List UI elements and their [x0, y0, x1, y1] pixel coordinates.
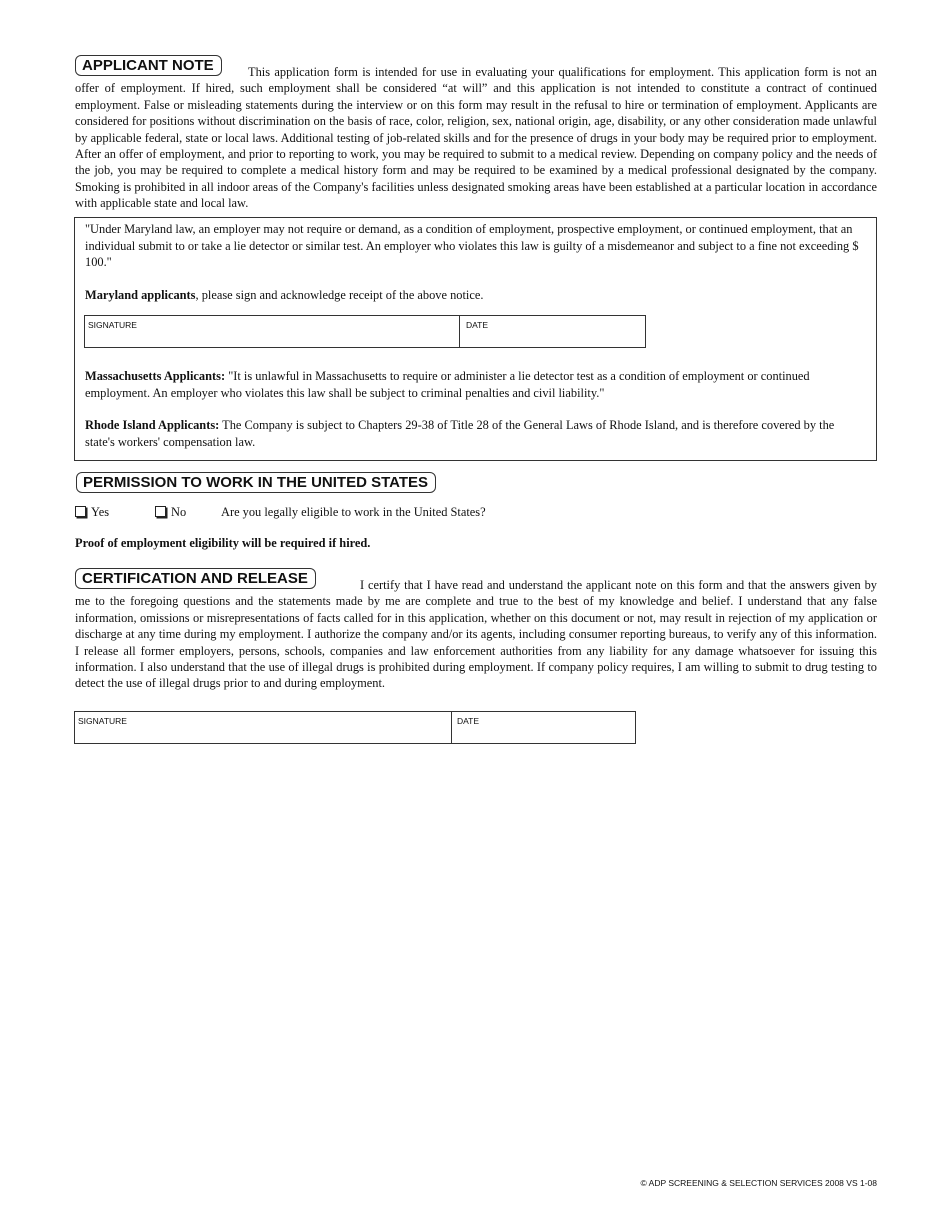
certification-date-field[interactable] — [451, 712, 635, 743]
certification-signature-label: SIGNATURE — [78, 716, 127, 726]
proof-eligibility-note: Proof of employment eligibility will be required if hired. — [75, 536, 371, 550]
rhode-island-bold: Rhode Island Applicants: — [85, 418, 220, 432]
state-notices-box — [74, 217, 877, 461]
rhode-island-text: The Company is subject to Chapters 29-38 of Title 28 of the General Laws of Rhode Island, and is therefore covered by the state's workers' compensation law. — [85, 418, 835, 449]
maryland-signature-box — [84, 315, 646, 348]
no-option[interactable] — [155, 504, 186, 520]
maryland-ack-text: , please sign and acknowledge receipt of the above notice. — [195, 288, 484, 302]
applicant-note-heading: APPLICANT NOTE — [75, 55, 222, 76]
massachusetts-bold: Massachusetts Applicants: — [85, 369, 226, 383]
certification-signature-field[interactable] — [75, 712, 451, 743]
massachusetts-notice — [85, 368, 867, 401]
rhode-island-notice — [85, 417, 867, 450]
maryland-notice: "Under Maryland law, an employer may not require or demand, as a condition of employment, prospective employment, or continued employment, that an individual submit to or take a lie detector or similar test. An employer who violates this law is guilty of a misdemeanor and subject to a fine not exceeding $ 100." — [85, 222, 859, 270]
maryland-date-field[interactable] — [459, 316, 645, 347]
no-checkbox[interactable] — [155, 506, 166, 517]
certification-heading: CERTIFICATION AND RELEASE — [75, 568, 316, 589]
maryland-ack-bold: Maryland applicants — [85, 288, 196, 302]
applicant-note-text: This application form is intended for use in evaluating your qualifications for employment. This application form is not an offer of employment. If hired, such employment shall be considered “at will” and this application is not intended to constitute a contract of continued employment. False or misleading statements during the interview or on this form may result in the refusal to hire or termination of employment. Applicants are considered for positions without discrimination on the basis of race, color, religion, sex, national origin, age, disability, or any other consideration made unlawful by applicable federal, state or local laws. Additional testing of job-related skills and for the presence of drugs in your body may be required prior to employment. After an offer of employment, and prior to reporting to work, you may be required to submit to a medical review. Depending on company policy and the needs of the job, you may be required to complete a medical history form and may be required to be examined by a medical professional designated by the company. Smoking is prohibited in all indoor areas of the Company's facilities unless designated smoking areas have been established at a particular location in accordance with applicable state and local law. — [75, 65, 877, 211]
certification-text: I certify that I have read and understand the applicant note on this form and that the answers given by me to the foregoing questions and the statements made by me are complete and true to the best of my knowledge and belief. I understand that any false information, omissions or misrepresentations of facts called for in this application, whether on this document or not, may result in rejection of my application or discharge at any time during my employment. I authorize the company and/or its agents, including consumer reporting bureaus, to verify any of this information. I release all former employers, persons, schools, companies and law enforcement authorities from any liability for any damage whatsoever for issuing this information. I also understand that the use of illegal drugs is prohibited during employment. If company policy requires, I am willing to submit to drug testing to detect the use of illegal drugs prior to and during employment. — [75, 578, 877, 691]
massachusetts-text: "It is unlawful in Massachusetts to require or administer a lie detector test as a condition of employment or continued employment. An employer who violates this law shall be subject to criminal penalties and civil liability." — [85, 369, 810, 400]
maryland-acknowledgement — [85, 287, 867, 304]
copyright-footer: © ADP SCREENING & SELECTION SERVICES 2008 VS 1-08 — [640, 1178, 877, 1188]
certification-signature-box — [74, 711, 636, 744]
maryland-signature-field[interactable] — [85, 316, 459, 347]
certification-date-label: DATE — [457, 716, 480, 726]
yes-label: Yes — [91, 505, 110, 519]
yes-option[interactable] — [75, 504, 109, 520]
yes-checkbox[interactable] — [75, 506, 86, 517]
permission-heading: PERMISSION TO WORK IN THE UNITED STATES — [76, 472, 436, 493]
no-label: No — [171, 505, 187, 519]
eligibility-question: Are you legally eligible to work in the United States? — [221, 505, 486, 519]
maryland-signature-label: SIGNATURE — [88, 320, 137, 330]
maryland-date-label: DATE — [466, 320, 489, 330]
